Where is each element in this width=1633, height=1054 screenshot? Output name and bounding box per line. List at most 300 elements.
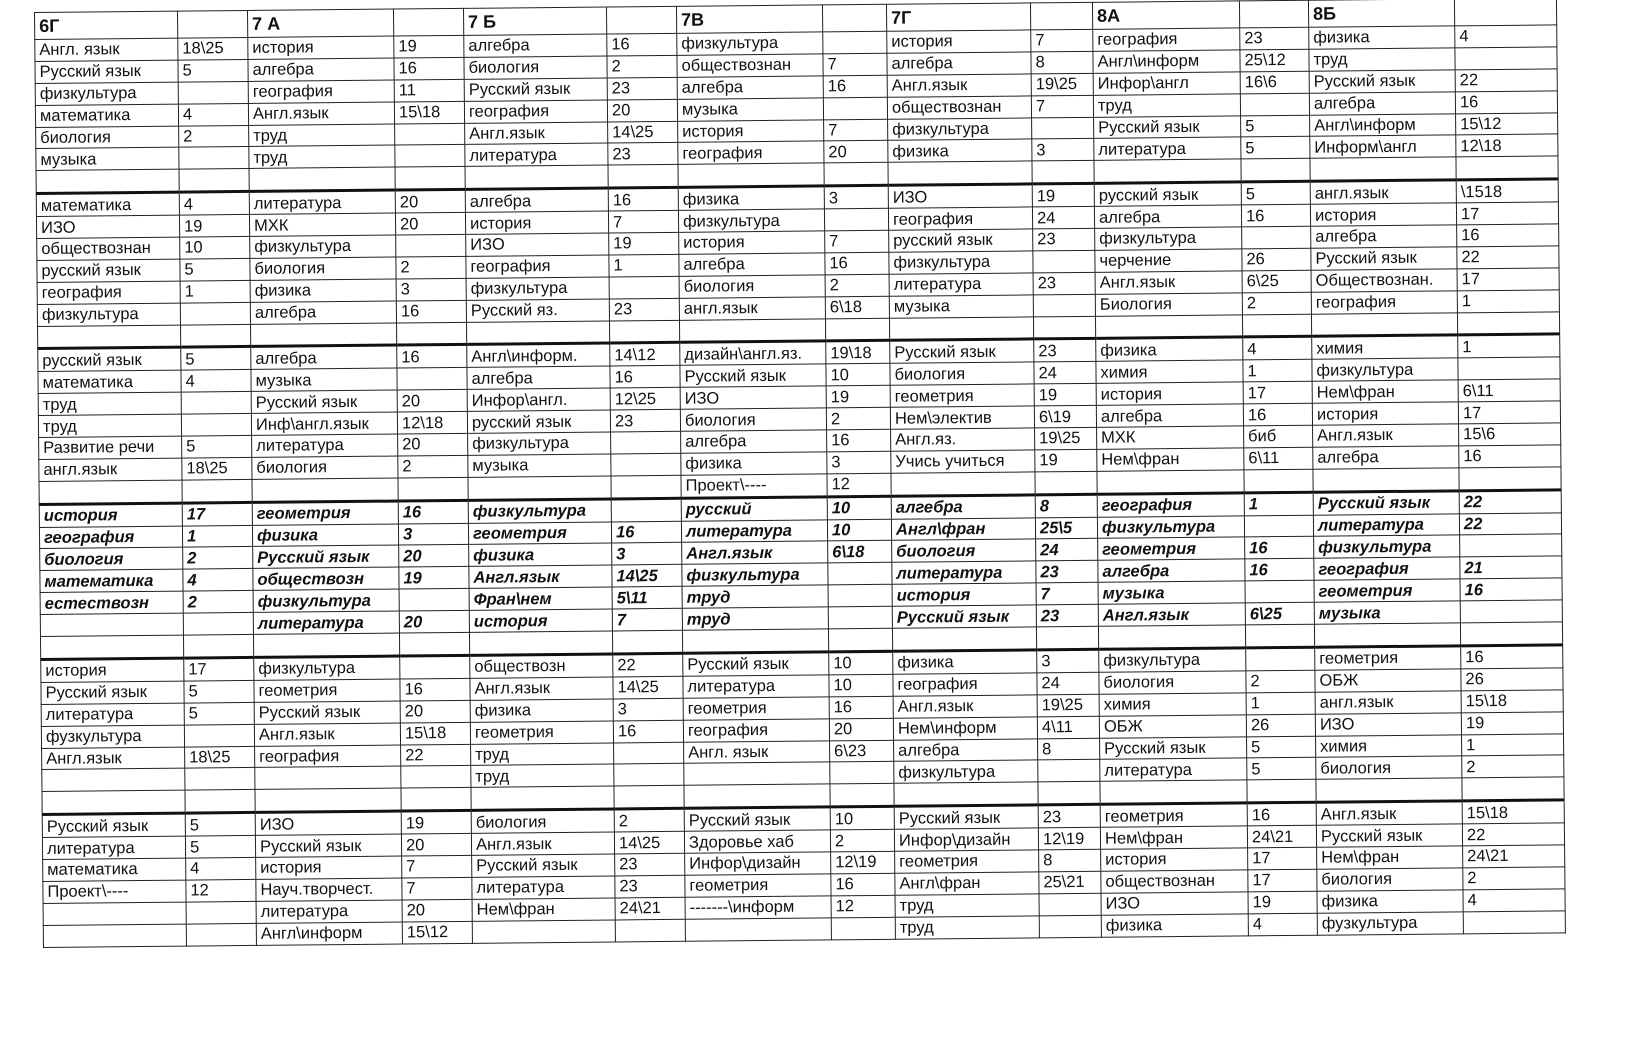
subject-cell: геометрия <box>1315 646 1461 670</box>
subject-cell: Обществознан. <box>1311 269 1457 292</box>
subject-cell: обществознан <box>1101 870 1248 893</box>
room-cell <box>186 901 256 924</box>
room-cell: 26 <box>1461 668 1563 691</box>
subject-cell <box>682 629 828 653</box>
room-cell: 20 <box>824 141 888 164</box>
room-cell <box>1033 316 1095 339</box>
subject-cell: ИЗО <box>1101 892 1248 915</box>
subject-cell: геометрия <box>254 679 400 702</box>
subject-cell: фузкультура <box>41 725 184 748</box>
subject-cell: геометрия <box>1314 579 1460 602</box>
room-cell: 5 <box>181 347 251 371</box>
room-cell: 16 <box>610 366 680 389</box>
subject-cell: Русский язык <box>683 652 829 676</box>
room-cell: 20 <box>395 212 465 235</box>
subject-cell: география <box>1314 557 1460 580</box>
subject-cell <box>1100 780 1247 804</box>
room-cell <box>179 169 249 193</box>
subject-cell: геометрия <box>468 522 611 545</box>
subject-cell: география <box>888 207 1032 230</box>
room-cell: 2 <box>396 256 466 279</box>
room-cell: 22 <box>1457 246 1559 269</box>
room-cell: 1 <box>1457 290 1559 313</box>
subject-cell: Инфор\дизайн <box>685 852 831 875</box>
subject-cell: алгебра <box>1309 92 1455 115</box>
room-cell: 10 <box>827 519 891 542</box>
subject-cell: география <box>893 673 1037 696</box>
subject-cell: алгебра <box>677 76 823 99</box>
subject-cell: Развитие речи <box>39 436 182 459</box>
room-cell <box>611 453 681 476</box>
subject-cell <box>42 768 185 791</box>
room-cell: 23 <box>615 853 685 876</box>
room-cell <box>1039 915 1101 937</box>
schedule-body <box>35 0 1566 947</box>
room-cell <box>824 163 888 187</box>
room-cell: 7 <box>612 608 682 631</box>
room-cell: 19 <box>179 215 249 238</box>
subject-cell: математика <box>35 104 178 127</box>
room-cell <box>1036 626 1098 649</box>
subject-cell: география <box>255 745 401 768</box>
subject-cell <box>253 633 399 657</box>
subject-cell: музыка <box>251 368 397 391</box>
subject-cell: музыка <box>1314 601 1460 624</box>
subject-cell: физкультура <box>253 589 399 612</box>
room-cell: 24\21 <box>1247 825 1316 848</box>
subject-cell: география <box>466 255 609 278</box>
subject-cell <box>40 613 183 636</box>
subject-cell: Англ\фран <box>891 518 1035 541</box>
room-cell: 3 <box>398 523 468 546</box>
subject-cell: биология <box>1317 868 1463 891</box>
subject-cell: физкультура <box>1097 515 1244 538</box>
subject-cell: ОБЖ <box>1099 715 1246 738</box>
room-cell: 25\21 <box>1039 871 1101 893</box>
room-cell <box>184 724 254 747</box>
room-cell <box>1038 782 1100 805</box>
room-cell <box>609 276 679 299</box>
room-cell <box>399 589 469 612</box>
subject-cell: алгебра <box>1096 404 1243 427</box>
subject-cell <box>469 631 612 655</box>
subject-cell <box>249 167 395 191</box>
room-cell: 23 <box>609 298 679 321</box>
subject-cell: обществознан <box>887 96 1031 119</box>
subject-cell: Англ.язык <box>1313 424 1459 447</box>
room-cell: 23 <box>607 77 677 100</box>
room-cell <box>400 655 470 679</box>
subject-cell: география <box>464 100 607 123</box>
room-cell: 3 <box>612 543 682 566</box>
schedule-sheet <box>34 0 1565 972</box>
room-cell: 19\18 <box>826 341 890 365</box>
room-cell <box>183 634 253 658</box>
subject-cell: история <box>887 30 1031 53</box>
room-cell: 19\25 <box>1031 73 1093 95</box>
subject-cell: Информ\англ <box>1310 135 1456 158</box>
room-cell: 3 <box>1032 139 1094 161</box>
room-cell <box>823 31 887 54</box>
subject-cell: Англ.язык <box>1316 801 1462 825</box>
subject-cell: Англ.язык <box>893 695 1037 718</box>
subject-cell: химия <box>1312 335 1458 359</box>
subject-cell <box>471 786 614 810</box>
subject-cell: Англ.язык <box>248 102 394 125</box>
room-cell: 23 <box>608 143 678 166</box>
room-cell: \1518 <box>1456 179 1558 203</box>
room-cell: 19 <box>401 811 471 835</box>
subject-cell: физкультура <box>250 235 396 258</box>
room-cell: 6\19 <box>1034 405 1096 427</box>
subject-cell <box>888 161 1032 185</box>
room-cell <box>1458 357 1560 380</box>
room-cell: 19 <box>1034 384 1096 406</box>
room-cell: 2 <box>826 407 890 430</box>
room-cell: 16 <box>1247 802 1316 826</box>
subject-cell <box>889 316 1033 340</box>
subject-cell: алгебра <box>894 738 1038 761</box>
subject-cell: Русский яз. <box>466 299 609 322</box>
subject-cell: Русский язык <box>35 60 178 83</box>
subject-cell: Фран\нем <box>469 587 612 610</box>
room-cell: 23 <box>1033 228 1095 250</box>
subject-cell <box>1313 468 1459 492</box>
subject-cell: математика <box>40 569 183 592</box>
class-header: 7 Б <box>463 7 606 35</box>
subject-cell: физкультура <box>894 760 1038 783</box>
subject-cell: география <box>248 80 394 103</box>
room-cell: 16 <box>1241 204 1310 227</box>
subject-cell: география <box>37 281 180 304</box>
subject-cell: физкультура <box>468 432 611 455</box>
class-header-blank <box>822 4 886 32</box>
subject-cell: Англ\информ <box>1093 50 1240 73</box>
room-cell: 15\12 <box>1456 112 1558 135</box>
room-cell <box>181 414 251 437</box>
room-cell: 16 <box>394 57 464 80</box>
subject-cell: физика <box>888 139 1032 162</box>
room-cell: 5 <box>1241 115 1310 138</box>
room-cell <box>396 322 466 346</box>
subject-cell: труд <box>38 392 181 415</box>
room-cell: 4 <box>186 857 256 880</box>
subject-cell: Русский язык <box>251 390 397 413</box>
subject-cell: литература <box>1100 758 1247 781</box>
subject-cell: физкультура <box>35 82 178 105</box>
subject-cell: физкультура <box>468 499 611 523</box>
room-cell <box>395 145 465 168</box>
room-cell: 10 <box>180 236 250 259</box>
subject-cell: МХК <box>249 213 395 236</box>
room-cell <box>1244 469 1313 493</box>
room-cell: 12\18 <box>397 411 467 434</box>
subject-cell: история <box>469 609 612 632</box>
room-cell: 20 <box>607 99 677 122</box>
room-cell: 5\11 <box>612 587 682 610</box>
room-cell: 10 <box>827 496 891 520</box>
subject-cell: литература <box>472 876 615 899</box>
subject-cell: физика <box>469 543 612 566</box>
subject-cell: Англ\информ. <box>467 343 610 367</box>
room-cell: 20 <box>399 611 469 634</box>
subject-cell: труд <box>471 742 614 765</box>
room-cell <box>828 563 892 586</box>
room-cell <box>397 368 467 391</box>
room-cell: 22 <box>1462 823 1564 846</box>
subject-cell: математика <box>36 192 179 216</box>
subject-cell: история <box>248 36 394 59</box>
subject-cell: алгебра <box>467 366 610 389</box>
room-cell: 17 <box>1456 202 1558 225</box>
subject-cell: черчение <box>1095 249 1242 272</box>
room-cell: 1 <box>1461 733 1563 756</box>
subject-cell: Биология <box>1095 293 1242 316</box>
room-cell: 10 <box>830 806 894 830</box>
room-cell: 22 <box>1459 490 1561 514</box>
subject-cell: история <box>679 231 825 254</box>
subject-cell: обществознан <box>37 237 180 260</box>
subject-cell: -------\информ <box>685 896 831 919</box>
room-cell: 16 <box>1245 559 1314 582</box>
subject-cell: геометрия <box>890 384 1034 407</box>
subject-cell: история <box>1101 848 1248 871</box>
room-cell: 26 <box>1246 714 1315 737</box>
room-cell <box>830 762 894 785</box>
subject-cell: ИЗО <box>36 215 179 238</box>
room-cell <box>1245 581 1314 604</box>
room-cell: 19 <box>1035 449 1097 471</box>
subject-cell <box>251 323 397 347</box>
room-cell: 2 <box>607 55 677 78</box>
subject-cell <box>685 918 831 941</box>
subject-cell: литература <box>256 900 402 923</box>
class-header-blank <box>1454 0 1556 26</box>
subject-cell: Нем\электив <box>890 406 1034 429</box>
subject-cell: фузкультура <box>1317 911 1463 934</box>
subject-cell: англ.язык <box>1315 691 1461 714</box>
subject-cell <box>465 165 608 189</box>
subject-cell: Англ\информ <box>256 922 402 945</box>
subject-cell: Русский язык <box>1094 115 1241 138</box>
room-cell: 24 <box>1034 362 1096 384</box>
room-cell <box>1032 161 1094 184</box>
subject-cell: география <box>1311 291 1457 314</box>
room-cell: 7 <box>824 119 888 142</box>
subject-cell: Проект\---- <box>43 880 186 903</box>
room-cell: 20 <box>395 190 465 214</box>
subject-cell: физкультура <box>889 251 1033 274</box>
room-cell <box>178 81 248 104</box>
room-cell <box>396 234 466 257</box>
room-cell: 16 <box>1460 578 1562 601</box>
room-cell: 2 <box>1463 867 1565 890</box>
room-cell: 16 <box>823 75 887 98</box>
subject-cell: география <box>678 141 824 164</box>
room-cell: 7 <box>402 877 472 900</box>
room-cell <box>181 392 251 415</box>
room-cell <box>828 628 892 652</box>
subject-cell: физика <box>681 452 827 475</box>
subject-cell: русский язык <box>467 410 610 433</box>
subject-cell: алгебра <box>887 52 1031 75</box>
room-cell <box>1246 647 1315 671</box>
subject-cell: физика <box>1096 337 1243 361</box>
room-cell: 18\25 <box>185 746 255 769</box>
room-cell: 19 <box>1461 711 1563 734</box>
room-cell: 20 <box>399 545 469 568</box>
room-cell: 15\18 <box>400 722 470 745</box>
subject-cell <box>892 627 1036 651</box>
subject-cell: литература <box>249 190 395 214</box>
room-cell: 22 <box>401 744 471 767</box>
subject-cell: Инфор\англ <box>1093 72 1240 95</box>
subject-cell <box>891 472 1035 496</box>
subject-cell: труд <box>249 145 395 168</box>
subject-cell: алгебра <box>465 188 608 212</box>
subject-cell: Русский язык <box>464 78 607 101</box>
subject-cell: физкультура <box>37 303 180 326</box>
subject-cell: литература <box>42 836 185 859</box>
room-cell: 20 <box>401 833 471 856</box>
room-cell: 23 <box>610 409 680 432</box>
subject-cell: Инфор\англ. <box>467 388 610 411</box>
room-cell: 5 <box>1241 181 1310 205</box>
room-cell <box>180 302 250 325</box>
room-cell: 3 <box>827 451 891 474</box>
room-cell <box>1460 534 1562 557</box>
subject-cell: алгебра <box>1098 559 1245 582</box>
subject-cell: ИЗО <box>1315 712 1461 735</box>
subject-cell: англ.язык <box>39 458 182 481</box>
room-cell: 16 <box>607 33 677 56</box>
room-cell: 2 <box>183 591 253 614</box>
room-cell <box>179 147 249 170</box>
room-cell: 19 <box>1248 891 1317 914</box>
subject-cell: физика <box>893 650 1037 674</box>
room-cell: 12\25 <box>610 388 680 411</box>
subject-cell: МХК <box>1097 426 1244 449</box>
room-cell: 6\23 <box>830 740 894 763</box>
room-cell: 16 <box>1459 445 1561 468</box>
subject-cell: обществознан <box>677 54 823 77</box>
subject-cell <box>1094 159 1241 183</box>
room-cell: 15\18 <box>1461 690 1563 713</box>
room-cell: 12 <box>186 879 256 902</box>
room-cell: 18\25 <box>178 37 248 60</box>
subject-cell <box>679 318 825 342</box>
room-cell: 19 <box>609 232 679 255</box>
room-cell <box>611 475 681 499</box>
room-cell: 5 <box>1247 736 1316 759</box>
subject-cell: труд <box>895 894 1039 917</box>
subject-cell: математика <box>43 858 186 881</box>
subject-cell: обществозн <box>253 567 399 590</box>
subject-cell: Русский язык <box>680 364 826 387</box>
room-cell: 8 <box>1039 849 1101 871</box>
subject-cell <box>684 762 830 785</box>
subject-cell <box>1310 157 1456 181</box>
subject-cell: география <box>683 719 829 742</box>
room-cell <box>1242 226 1311 249</box>
subject-cell: геометрия <box>470 721 613 744</box>
subject-cell: биология <box>1099 671 1246 694</box>
room-cell: 16 <box>397 345 467 369</box>
subject-cell: физика <box>250 279 396 302</box>
room-cell: 23 <box>1038 804 1100 827</box>
room-cell: 4\11 <box>1037 716 1099 738</box>
subject-cell: биология <box>890 362 1034 385</box>
subject-cell: литература <box>889 273 1033 296</box>
room-cell: 24 <box>1036 539 1098 561</box>
subject-cell <box>468 476 611 500</box>
room-cell: 10 <box>829 674 893 697</box>
room-cell: 7 <box>1031 95 1093 117</box>
subject-cell: Нем\фран <box>1317 846 1463 869</box>
subject-cell: литература <box>252 434 398 457</box>
subject-cell <box>472 920 615 943</box>
subject-cell: Нем\фран <box>1100 826 1247 849</box>
room-cell: 24 <box>1037 672 1099 694</box>
room-cell: 1 <box>182 525 252 548</box>
room-cell: 4 <box>1455 25 1557 48</box>
room-cell: 18\25 <box>182 457 252 480</box>
subject-cell: ИЗО <box>255 811 401 835</box>
subject-cell: труд <box>1093 94 1240 117</box>
room-cell <box>830 784 894 808</box>
subject-cell: Инфор\дизайн <box>894 828 1038 851</box>
room-cell <box>609 320 679 344</box>
subject-cell: история <box>678 119 824 142</box>
subject-cell: история <box>41 658 184 682</box>
room-cell: 7 <box>608 210 678 233</box>
subject-cell: Проект\---- <box>681 474 827 498</box>
room-cell <box>1462 777 1564 801</box>
subject-cell <box>1311 312 1457 336</box>
room-cell: 21 <box>1460 556 1562 579</box>
room-cell: 2 <box>1246 670 1315 693</box>
subject-cell: Русский язык <box>894 805 1038 829</box>
subject-cell: труд <box>682 607 828 630</box>
subject-cell: Русский язык <box>1313 491 1459 515</box>
room-cell: 6\25 <box>1242 270 1311 293</box>
room-cell: 8 <box>1035 494 1097 517</box>
subject-cell: Здоровье хаб <box>684 830 830 853</box>
room-cell <box>182 479 252 503</box>
subject-cell <box>1316 778 1462 802</box>
subject-cell: Русский язык <box>892 605 1036 628</box>
subject-cell: алгебра <box>679 253 825 276</box>
subject-cell: физкультура <box>682 563 828 586</box>
room-cell: 15\6 <box>1459 423 1561 446</box>
room-cell: 20 <box>398 433 468 456</box>
room-cell: 17 <box>1248 869 1317 892</box>
room-cell <box>823 97 887 120</box>
room-cell <box>1457 311 1559 335</box>
subject-cell: Англ.язык <box>42 747 185 770</box>
room-cell: 16 <box>611 521 681 544</box>
room-cell: 16 <box>829 696 893 719</box>
room-cell: 23 <box>1034 339 1096 362</box>
room-cell <box>614 786 684 810</box>
room-cell: 8 <box>1038 738 1100 760</box>
room-cell: 7 <box>823 53 887 76</box>
room-cell: 16 <box>831 873 895 896</box>
subject-cell <box>38 325 181 349</box>
room-cell <box>1032 117 1094 139</box>
subject-cell: Учись учиться <box>891 450 1035 473</box>
subject-cell: Англ.язык <box>682 541 828 564</box>
